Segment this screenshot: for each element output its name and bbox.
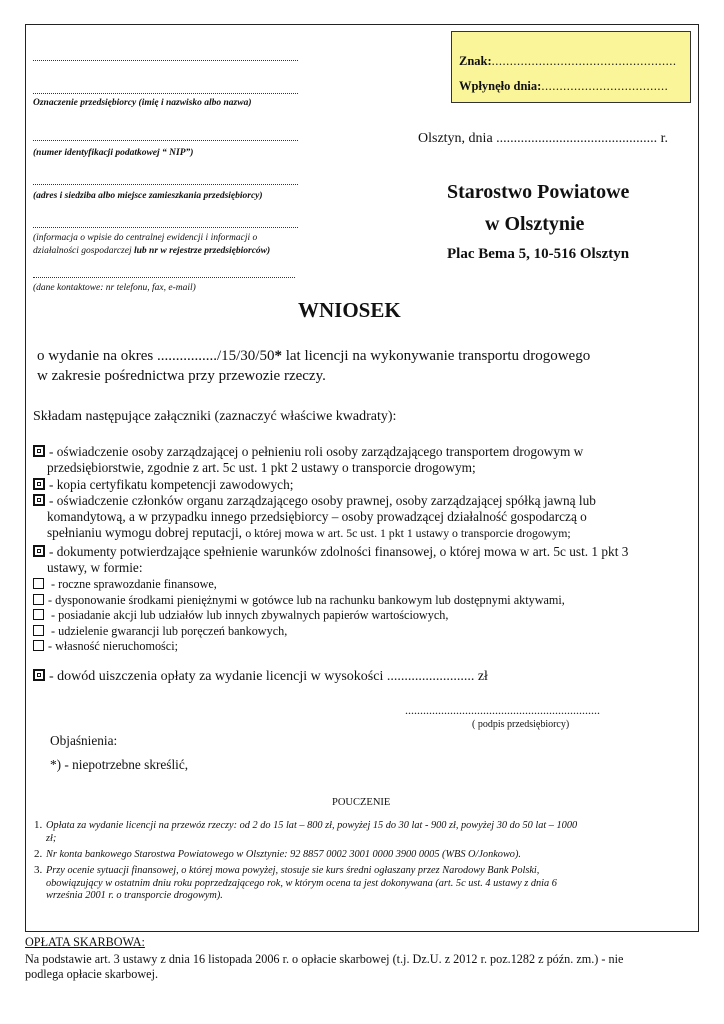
pouczenie-num-2: 2. (34, 848, 43, 860)
office-address: Plac Bema 5, 10-516 Olsztyn (447, 246, 630, 262)
pouczenie-item-3 (34, 864, 696, 903)
znak-label: Znak: (459, 54, 492, 68)
attachment-item-4 (33, 544, 693, 576)
address-label: (adres i siedziba albo miejsce zamieszkania przedsiębiorcy) (33, 191, 263, 201)
attachment-3-text-3b: o której mowa w art. 5c ust. 1 pkt 1 ustawy o transporcie drogowym; (245, 526, 571, 540)
pouczenie-num-1: 1. (34, 819, 43, 831)
request-line-1 (37, 348, 590, 365)
attachment-4-text-1: - dokumenty potwierdzające spełnienie warunków zdolności finansowej, o której mowa w art. 5c ust. 1 pkt 3 (49, 544, 629, 559)
request-line-1-rest: lat licencji na wykonywanie transportu drogowego (281, 348, 591, 364)
explanations-item: *) - niepotrzebne skreślić, (50, 757, 189, 772)
attachment-3-text-3 (33, 525, 693, 541)
document-title: WNIOSEK (298, 298, 401, 322)
attachments-intro: Składam następujące załączniki (zaznaczyć właściwe kwadraty): (33, 409, 397, 424)
contact-label: (dane kontaktowe: nr telefonu, fax, e-mail) (33, 283, 196, 293)
sub-item-4-checkbox[interactable] (33, 625, 44, 636)
znak-field[interactable]: ................................................... (491, 54, 677, 68)
wplynelo-field[interactable]: ................................... (541, 79, 669, 93)
pouczenie-item-2 (34, 848, 696, 862)
name-field-line-2[interactable] (33, 93, 298, 94)
sub-item-3-text: - posiadanie akcji lub udziałów lub innych zbywalnych papierów wartościowych, (48, 608, 449, 622)
sub-item-1-text: - roczne sprawozdanie finansowe, (48, 577, 217, 591)
attachment-1-checkbox[interactable] (33, 445, 45, 457)
name-label: Oznaczenie przedsiębiorcy (imię i nazwisko albo nazwa) (33, 98, 252, 108)
pouczenie-num-3: 3. (34, 864, 43, 876)
attachment-3-text-3a: spełnianiu wymogu dobrej reputacji, (47, 525, 246, 540)
request-star: * (274, 348, 282, 364)
request-line-2: w zakresie pośrednictwa przy przewozie rzeczy. (37, 368, 326, 384)
pouczenie-3-text-1: Przy ocenie sytuacji finansowej, o której mowa powyżej, stosuje sie kurs średni ogłaszany przez Narodowy Bank Polski, (46, 865, 540, 876)
znak-line (459, 54, 677, 69)
pouczenie-2-text: Nr konta bankowego Starostwa Powiatowego w Olsztynie: 92 8857 0002 3001 0000 3900 0005 (WBS O/Jonkowo). (46, 849, 521, 860)
address-field-line[interactable] (33, 184, 298, 185)
sub-item-4-text: - udzielenie gwarancji lub poręczeń bankowych, (48, 624, 288, 638)
attachment-3-text-1: - oświadczenie członków organu zarządzającego osoby prawnej, osoby zarządzającej spółką jawną lub (49, 493, 596, 508)
fee-item (33, 669, 488, 685)
attachment-3-text-2: komandytową, a w przypadku innego przedsiębiorcy – osoby prowadzącej działalność gospodarczą o (47, 509, 587, 524)
signature-label: ( podpis przedsiębiorcy) (472, 719, 570, 730)
pouczenie-3-text-3: września 2001 r. o transporcie drogowym). (46, 890, 223, 901)
sub-item-1 (33, 577, 217, 592)
place-date-field[interactable]: Olsztyn, dnia .............................................. r. (418, 131, 669, 146)
pouczenie-1-text-2: zł; (46, 832, 57, 844)
sub-item-2 (33, 593, 565, 608)
wplynelo-line (459, 79, 668, 94)
registry-label-1: (informacja o wpisie do centralnej ewidencji i informacji o (33, 233, 258, 243)
attachment-3-checkbox[interactable] (33, 494, 45, 506)
attachment-item-1 (33, 444, 693, 476)
office-name: Starostwo Powiatowe (447, 181, 630, 203)
signature-field[interactable]: ................................................................. (405, 703, 600, 717)
stamp-duty-line-1: Na podstawie art. 3 ustawy z dnia 16 listopada 2006 r. o opłacie skarbowej (t.j. Dz.U. z 2012 r. poz.1282 z późn. zm.) - nie (25, 952, 624, 966)
sub-item-4 (33, 624, 287, 639)
attachment-1-text-2: przedsiębiorstwie, zgodnie z art. 5c ust. 1 pkt 2 ustawy o transporcie drogowym; (47, 460, 476, 475)
attachment-item-3 (33, 493, 693, 541)
office-city: w Olsztynie (485, 213, 585, 235)
explanations-title: Objaśnienia: (50, 733, 118, 748)
wplynelo-label: Wpłynęło dnia: (459, 79, 542, 93)
attachment-2-checkbox[interactable] (33, 478, 45, 490)
sub-item-5-text: - własność nieruchomości; (48, 639, 178, 653)
sub-item-5-checkbox[interactable] (33, 640, 44, 651)
pouczenie-title: POUCZENIE (332, 797, 391, 808)
sub-item-3-checkbox[interactable] (33, 609, 44, 620)
attachment-1-text-1: - oświadczenie osoby zarządzającej o pełnieniu roli osoby zarządzającego transportem drogowym w (49, 444, 584, 459)
nip-label: (numer identyfikacji podatkowej “ NIP”) (33, 148, 194, 158)
sub-item-2-checkbox[interactable] (33, 594, 44, 605)
registry-label-2a: działalności gospodarczej (33, 246, 134, 256)
registry-label-2 (33, 246, 270, 256)
stamp-duty-line-2: podlega opłacie skarbowej. (25, 967, 158, 981)
pouczenie-1-text-1: Opłata za wydanie licencji na przewóz rzeczy: od 2 do 15 lat – 800 zł, powyżej 15 do 30 lat - 900 zł, powyżej 30 do 50 lat – 1000 (46, 820, 578, 831)
fee-checkbox[interactable] (33, 669, 45, 681)
sub-item-2-text: - dysponowanie środkami pieniężnymi w gotówce lub na rachunku bankowym lub dostępnymi aktywami, (48, 593, 565, 607)
stamp-duty-title: OPŁATA SKARBOWA: (25, 935, 145, 949)
registration-stamp-box (451, 31, 691, 103)
sub-item-3 (33, 608, 448, 623)
sub-item-5 (33, 639, 178, 654)
request-period-text[interactable]: o wydanie na okres ................/15/30/50 (37, 348, 275, 364)
name-field-line-1[interactable] (33, 60, 298, 61)
registry-field-line[interactable] (33, 227, 298, 228)
attachment-4-text-2: ustawy, w formie: (47, 560, 143, 575)
attachment-item-2 (33, 477, 293, 493)
fee-text[interactable]: - dowód uiszczenia opłaty za wydanie licencji w wysokości ......................... zł (49, 669, 488, 684)
attachment-2-text: - kopia certyfikatu kompetencji zawodowych; (49, 477, 294, 492)
registry-label-2b: lub nr w rejestrze przedsiębiorców) (133, 246, 271, 256)
pouczenie-3-text-2: obowiązujący w ostatnim dniu roku poprzedzającego rok, w którym ocena ta jest dokonywana (art. 5c ust. 4 ustawy z dnia 6 (46, 877, 557, 889)
contact-field-line[interactable] (33, 277, 295, 278)
sub-item-1-checkbox[interactable] (33, 578, 44, 589)
pouczenie-item-1 (34, 819, 696, 845)
attachment-4-checkbox[interactable] (33, 545, 45, 557)
nip-field-line[interactable] (33, 140, 298, 141)
